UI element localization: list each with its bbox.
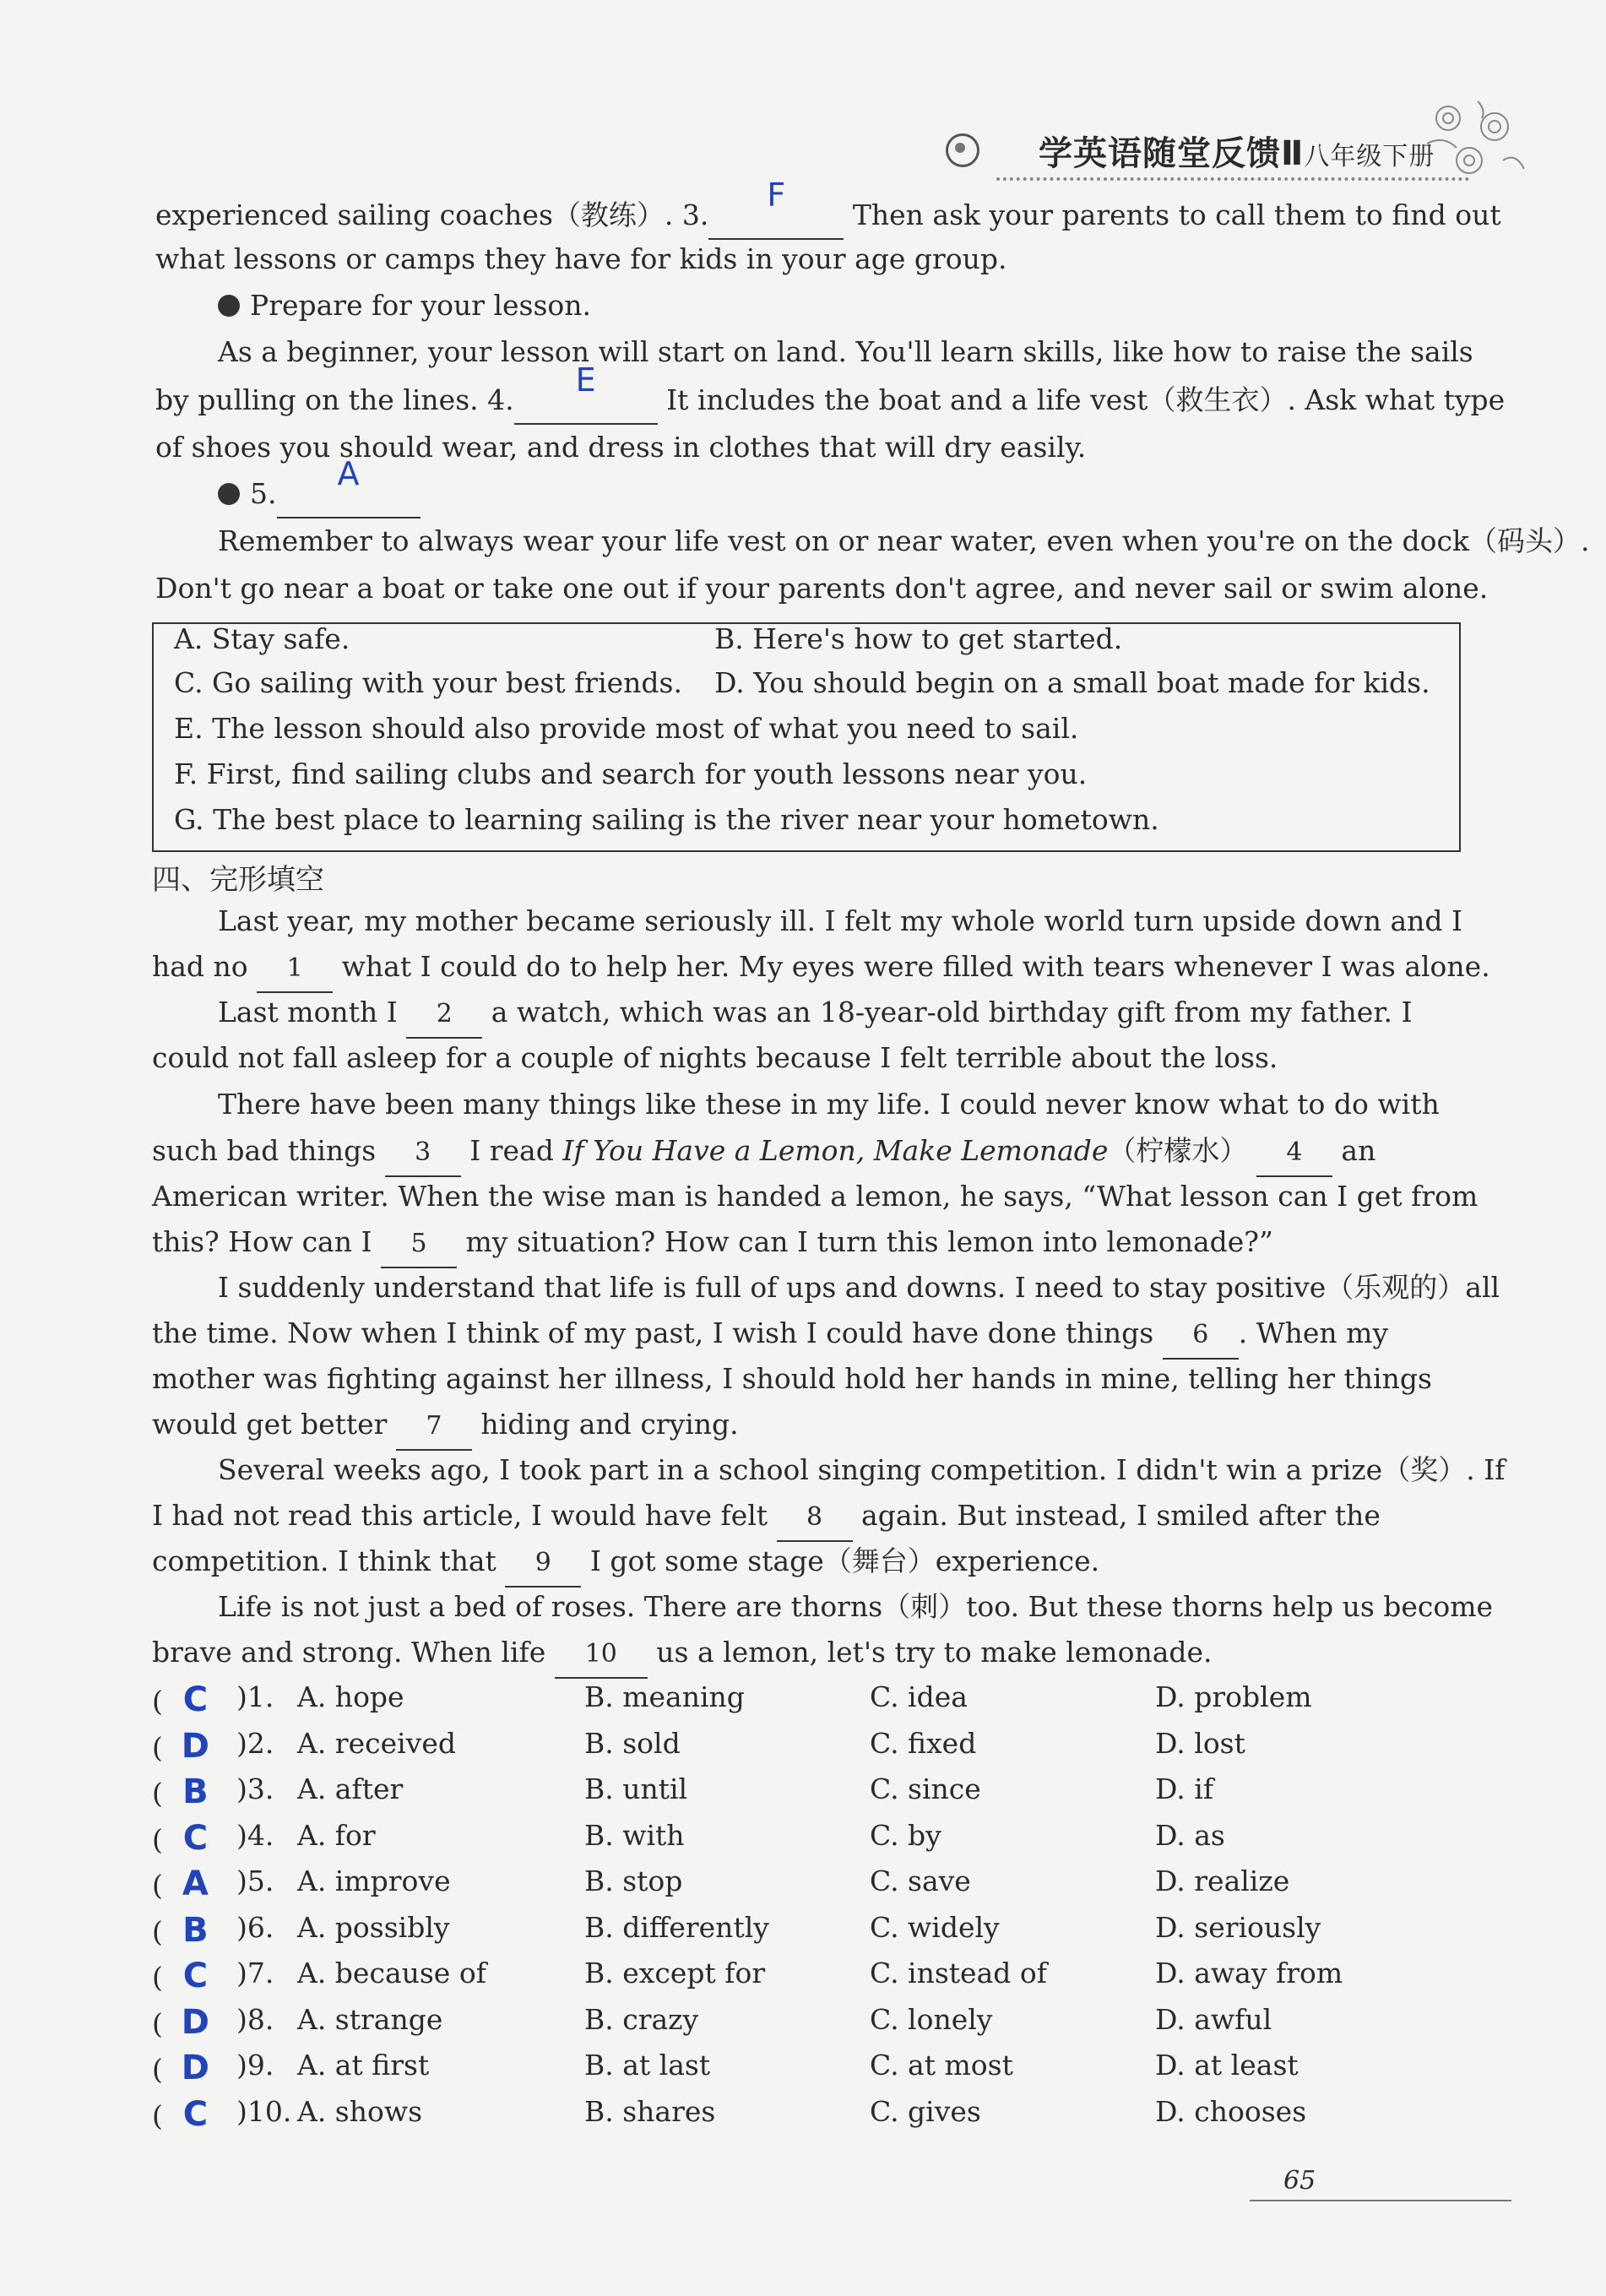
bullet-icon: [218, 295, 240, 317]
selected-answer: B: [182, 1772, 209, 1811]
question-number: )8.: [236, 2002, 274, 2036]
blank-7[interactable]: 7: [396, 1403, 472, 1451]
option-b: B. stop: [584, 1864, 683, 1897]
question-number: )10.: [236, 2094, 292, 2128]
cloze-line: I suddenly understand that life is full of ups and downs. I need to stay positive（乐观的）all: [218, 1271, 1500, 1304]
answer-choice[interactable]: ( D: [152, 2049, 219, 2087]
cloze-line: Several weeks ago, I took part in a school singing competition. I didn't win a prize（奖）. If: [218, 1453, 1506, 1486]
answer-choice[interactable]: ( C: [152, 1957, 219, 1995]
cloze-line: [152, 1630, 1213, 1679]
question-number: )9.: [236, 2049, 274, 2082]
option-d: D. awful: [1155, 2002, 1272, 2036]
cloze-text: hiding and crying.: [480, 1408, 739, 1441]
option-c: C. widely: [870, 1910, 1000, 1944]
answer-choice[interactable]: ( A: [152, 1864, 219, 1903]
cloze-text: Last month I: [218, 996, 398, 1029]
option-d: D. as: [1155, 1818, 1225, 1852]
option-b: B. shares: [584, 2094, 716, 2128]
cloze-line: Last year, my mother became seriously ill. I felt my whole world turn upside down and I: [218, 904, 1463, 937]
cloze-line: Life is not just a bed of roses. There are thorns（刺）too. But these thorns help us become: [218, 1590, 1494, 1623]
option-a: A. hope: [297, 1680, 404, 1713]
option-a: A. at first: [297, 2049, 430, 2082]
option-a: A. strange: [297, 2002, 443, 2036]
cloze-text: （柠檬水）: [1108, 1134, 1248, 1167]
question-number: )6.: [236, 1910, 274, 1944]
option-c: C. gives: [870, 2094, 981, 2128]
cloze-text: an: [1341, 1134, 1376, 1167]
cloze-line: American writer. When the wise man is handed a lemon, he says, “What lesson can I get from: [152, 1180, 1478, 1213]
option-e: E. The lesson should also provide most of what you need to sail.: [174, 712, 1079, 745]
blank-3[interactable]: 3: [385, 1130, 461, 1177]
option-a: A. because of: [297, 1957, 486, 1989]
answer-choice[interactable]: ( B: [152, 1772, 219, 1811]
answer-4: E: [575, 361, 596, 399]
heading-5-num: 5.: [250, 477, 277, 510]
answer-3: F: [767, 176, 786, 214]
option-g: G. The best place to learning sailing is the river near your hometown.: [174, 803, 1159, 836]
header-title: [1039, 127, 1435, 175]
heading-prepare-text: Prepare for your lesson.: [250, 289, 592, 322]
option-a: A. improve: [297, 1864, 451, 1897]
option-d: D. away from: [1155, 1957, 1343, 1989]
selected-answer: C: [182, 1818, 209, 1858]
option-b: B. at last: [584, 2049, 711, 2082]
question-number: )7.: [236, 1957, 274, 1989]
header-logo-icon: [946, 133, 979, 167]
option-a: A. possibly: [297, 1910, 450, 1944]
answer-blank-3[interactable]: [708, 176, 844, 240]
cloze-text: had no: [152, 950, 248, 983]
answer-5: A: [337, 455, 360, 492]
cloze-line: [152, 1493, 1381, 1542]
selected-answer: C: [182, 1680, 209, 1719]
cloze-text: a watch, which was an 18-year-old birthday gift from my father. I: [491, 996, 1413, 1029]
option-c: C. Go sailing with your best friends.: [174, 666, 682, 699]
option-d: D. You should begin on a small boat made for kids.: [714, 666, 1430, 699]
question-number: )1.: [236, 1680, 274, 1713]
option-a: A. received: [297, 1726, 456, 1760]
header-divider: [996, 177, 1469, 181]
flower-decoration-icon: [1419, 93, 1528, 186]
question-number: )5.: [236, 1864, 274, 1897]
blank-2[interactable]: 2: [406, 991, 482, 1039]
option-a: A. Stay safe.: [174, 622, 350, 655]
cloze-line: [152, 944, 1490, 993]
reading-line-9: Don't go near a boat or take one out if your parents don't agree, and never sail or swim alone.: [155, 572, 1489, 605]
cloze-text: . When my: [1238, 1316, 1389, 1349]
cloze-text: I got some stage（舞台）experience.: [589, 1544, 1100, 1577]
cloze-text: I had not read this article, I would have felt: [152, 1499, 768, 1532]
reading-line-4: As a beginner, your lesson will start on land. You'll learn skills, like how to raise the sails: [218, 335, 1473, 368]
option-c: C. at most: [870, 2049, 1013, 2082]
selected-answer: C: [182, 2094, 209, 2134]
cloze-text: I read: [469, 1134, 554, 1167]
option-c: C. since: [870, 1772, 981, 1805]
selected-answer: A: [182, 1864, 209, 1903]
header-title-text: 学英语随堂反馈Ⅱ: [1039, 134, 1305, 173]
answer-blank-4[interactable]: [514, 361, 658, 425]
reading-line-2: what lessons or camps they have for kids in your age group.: [155, 242, 1007, 275]
selected-answer: D: [181, 2049, 209, 2087]
cloze-line: could not fall asleep for a couple of nights because I felt terrible about the loss.: [152, 1041, 1278, 1074]
cloze-line: [218, 990, 1413, 1039]
reading-line-6: of shoes you should wear, and dress in clothes that will dry easily.: [155, 431, 1087, 464]
blank-1[interactable]: 1: [257, 946, 333, 993]
option-b: B. until: [584, 1772, 688, 1805]
reading-line-5: [155, 361, 1506, 425]
option-c: C. fixed: [870, 1726, 977, 1760]
cloze-line: [152, 1539, 1099, 1588]
blank-6[interactable]: 6: [1163, 1312, 1239, 1360]
option-b: B. differently: [584, 1910, 769, 1944]
option-c: C. save: [870, 1864, 971, 1897]
question-number: )2.: [236, 1726, 274, 1760]
page-number: 65: [1283, 2166, 1316, 2196]
reading-line-8: Remember to always wear your life vest on or near water, even when you're on the dock（码头）.: [218, 524, 1590, 557]
cloze-text: what I could do to help her. My eyes were filled with tears whenever I was alone.: [341, 950, 1490, 983]
reading-text: It includes the boat and a life vest（救生衣）. Ask what type: [666, 383, 1506, 416]
option-d: D. chooses: [1155, 2094, 1307, 2128]
option-b: B. with: [584, 1818, 685, 1852]
blank-9[interactable]: 9: [505, 1540, 581, 1588]
selected-answer: D: [181, 2002, 209, 2042]
answer-blank-5[interactable]: [277, 455, 420, 518]
option-d: D. at least: [1155, 2049, 1299, 2082]
cloze-text: such bad things: [152, 1134, 377, 1167]
question-number: )3.: [236, 1772, 274, 1805]
answer-choice[interactable]: ( D: [152, 1727, 219, 1766]
answer-choice[interactable]: ( B: [152, 1911, 219, 1950]
option-b: B. meaning: [584, 1680, 745, 1713]
selected-answer: C: [182, 1957, 209, 1995]
answer-choice[interactable]: ( C: [152, 1819, 219, 1858]
cloze-text: competition. I think that: [152, 1544, 496, 1577]
cloze-line: mother was fighting against her illness, I should hold her hands in mine, telling her things: [152, 1362, 1432, 1395]
cloze-line: There have been many things like these in my life. I could never know what to do with: [218, 1088, 1440, 1121]
reading-text: by pulling on the lines. 4.: [155, 383, 514, 416]
page-header: [929, 127, 1478, 194]
cloze-line: [152, 1128, 1375, 1177]
cloze-line: [152, 1402, 739, 1451]
section-title: 四、完形填空: [152, 863, 324, 897]
heading-prepare: [218, 283, 591, 328]
option-b: B. crazy: [584, 2002, 699, 2036]
option-a: A. after: [297, 1772, 404, 1805]
cloze-text: us a lemon, let's try to make lemonade.: [656, 1636, 1213, 1669]
cloze-line: [152, 1311, 1388, 1360]
option-a: A. shows: [297, 2094, 423, 2128]
cloze-text: again. But instead, I smiled after the: [861, 1499, 1381, 1532]
cloze-line: [152, 1219, 1273, 1268]
cloze-text: my situation? How can I turn this lemon into lemonade?”: [465, 1225, 1273, 1258]
cloze-text: this? How can I: [152, 1225, 372, 1258]
blank-5[interactable]: 5: [381, 1221, 457, 1268]
option-c: C. instead of: [870, 1957, 1047, 1989]
option-a: A. for: [297, 1818, 376, 1852]
option-f: F. First, find sailing clubs and search for youth lessons near you.: [174, 757, 1088, 790]
answer-choice[interactable]: ( C: [152, 1680, 219, 1719]
selected-answer: D: [181, 1726, 209, 1766]
book-title: If You Have a Lemon, Make Lemonade: [562, 1134, 1109, 1167]
option-b: B. except for: [584, 1957, 766, 1989]
reading-line-1: [155, 176, 1501, 240]
blank-8[interactable]: 8: [777, 1495, 853, 1542]
option-d: D. if: [1155, 1772, 1214, 1805]
reading-text: Then ask your parents to call them to find out: [852, 198, 1501, 231]
cloze-text: would get better: [152, 1408, 388, 1441]
option-d: D. lost: [1155, 1726, 1245, 1760]
option-d: D. seriously: [1155, 1910, 1321, 1944]
header-subtitle: 八年级下册: [1304, 142, 1435, 171]
bullet-icon: [218, 483, 240, 505]
blank-10[interactable]: 10: [555, 1631, 648, 1679]
cloze-text: the time. Now when I think of my past, I wish I could have done things: [152, 1316, 1154, 1349]
option-b: B. Here's how to get started.: [714, 622, 1123, 655]
option-c: C. idea: [870, 1680, 968, 1713]
option-d: D. realize: [1155, 1864, 1290, 1897]
reading-text: experienced sailing coaches（教练）. 3.: [155, 198, 709, 231]
cloze-text: brave and strong. When life: [152, 1636, 546, 1669]
selected-answer: B: [182, 1910, 209, 1950]
option-d: D. problem: [1155, 1680, 1312, 1713]
option-c: C. lonely: [870, 2002, 993, 2036]
option-b: B. sold: [584, 1726, 681, 1760]
answer-choice[interactable]: ( C: [152, 2095, 219, 2134]
question-number: )4.: [236, 1818, 274, 1852]
option-c: C. by: [870, 1818, 941, 1852]
footer-rule: [1250, 2200, 1511, 2201]
blank-4[interactable]: 4: [1256, 1130, 1332, 1177]
answer-choice[interactable]: ( D: [152, 2003, 219, 2042]
heading-5: [218, 455, 420, 518]
